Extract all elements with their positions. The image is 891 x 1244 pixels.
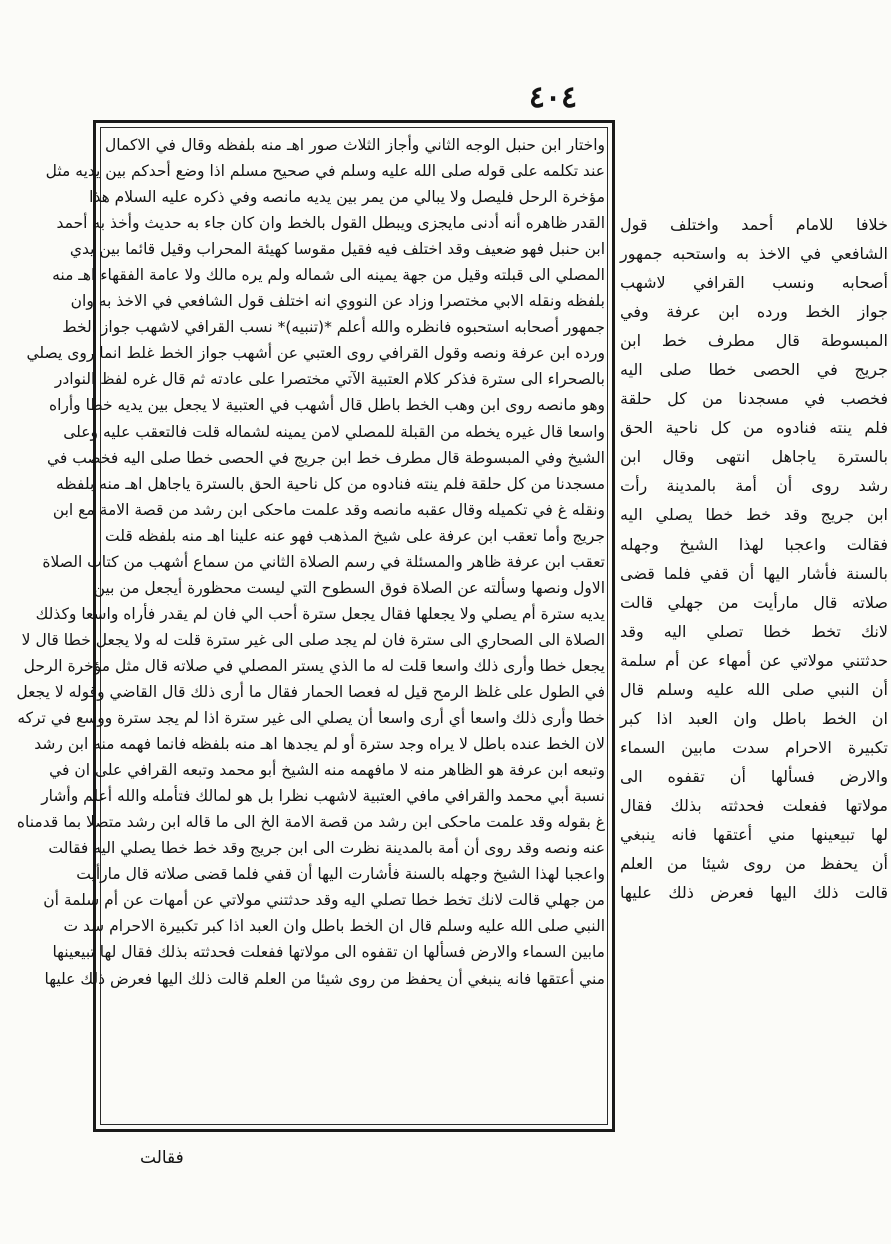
main-text-line: نسبة أبي محمد والقرافي مافي العتبية لاشهب نظرا بل هو لمالك فتأمله والله أعلم وأشار <box>41 787 605 806</box>
main-text-line: جمهور أصحابه استحبوه فانظره والله أعلم *(تنبيه)* نسب القرافي لاشهب جواز الخط <box>62 318 605 337</box>
margin-text-line: ان الخط باطل وان العبد اذا كبر <box>620 708 888 728</box>
main-text-line: مني أعتقها فانه ينبغي أن يحفظ من روى شيئا من العلم قالت ذلك اليها فعرض ذلك عليها <box>44 969 605 988</box>
main-text-line: ابن حنبل فهو ضعيف وقد اختلف فيه فقيل مقوسا كهيئة المحراب وقيل قائما بين يدي <box>69 240 605 259</box>
main-text-line: عند تكلمه على قوله صلى الله عليه وسلم في صحيح مسلم اذا وضع أحدكم بين يديه مثل <box>45 162 605 181</box>
main-text-line: يديه سترة أم يصلي ولا يجعلها فقال يجعل سترة أحب الي فان لم يقدر فأراه واسعا وكذلك <box>35 604 605 623</box>
main-text-line: ونقله غ في تكميله وقال عقبه مانصه وقد علمت ماحكى ابن رشد من قصة الامة مع ابن <box>52 500 605 519</box>
main-text-line: النبي صلى الله عليه وسلم قال ان الخط باطل وان العبد اذا كبر تكبيرة الاحرام سد ت <box>63 917 605 936</box>
main-text-line: من جهلي قالت لانك تخط خطا تصلي اليه وقد حدثتني مولاتي عن أمهات عن أم سلمة أن <box>43 891 605 910</box>
main-text-line: غ بقوله وقد علمت ماحكى ابن رشد من قصة الامة الخ الى ما قاله ابن رشد متصلا بما قدمناه <box>16 813 605 832</box>
main-text-line: واسعا قال غيره يخطه من القبلة للمصلي لامن يمينه لشماله قلت فالتعقب عليه وعلى <box>63 422 605 441</box>
margin-text-line: الشافعي في الاخذ به واستحبه جمهور <box>620 244 888 264</box>
margin-text-line: فقالت واعجبا لهذا الشيخ وجهله <box>620 534 888 554</box>
margin-text-line: بالسترة ياجاهل انتهى وقال ابن <box>620 447 888 467</box>
main-text-line: الصلاة الى الصحاري الى سترة فان لم يجد صلى الى غير سترة قلت له ولا يجعل خطا قال لا <box>21 630 605 649</box>
margin-text-line: مولاتها ففعلت فحدثته بذلك فقال <box>620 795 888 815</box>
main-text-line: عنه ونصه وقد روى أن أمة بالمدينة نظرت الى ابن جريج وقد خط خطا يصلي اليه فقالت <box>48 839 605 858</box>
margin-text-line: جواز الخط ورده ابن عرفة وفي <box>620 302 888 322</box>
margin-text-line: قالت ذلك اليها فعرض ذلك عليها <box>620 883 888 903</box>
main-text-line: تعقب ابن عرفة ظاهر والمسئلة في رسم الصلاة الثاني من سماع أشهب من كتاب الصلاة <box>42 552 605 571</box>
main-text-line: في الطول على غلظ الرمح قيل له فعصا الحمار فقال ما أرى ذلك قال القاضي وقوله لا يجعل <box>16 682 605 701</box>
margin-text-line: فلم ينته فنادوه من كل ناحية الحق <box>620 418 888 438</box>
main-text-block <box>16 132 605 1122</box>
margin-text-line: تكبيرة الاحرام سدت مابين السماء <box>620 737 888 757</box>
main-text-line: مابين السماء والارض فسألها ان تقفوه الى مولاتها ففعلت فحدثته بذلك فقال لها تبيعينها <box>52 943 605 962</box>
page-number: ٤٠٤ <box>528 80 578 115</box>
main-text-line: جريج وأما تعقب ابن عرفة على شيخ المذهب فهو عنه علينا اهـ منه بلفظه قلت <box>105 526 605 545</box>
margin-text-line: أصحابه ونسب القرافي لاشهب <box>620 273 888 293</box>
margin-text-line: أن يحفظ من روى شيئا من العلم <box>620 854 888 874</box>
main-text-line: بلفظه ونقله الابي مختصرا وزاد عن النووي انه اختلف قول الشافعي في الاخذ به وان <box>70 292 605 311</box>
main-text-line: القدر ظاهره أنه أدنى مايجزى ويبطل القول بالخط وان كان جاء به حديث وأخذ به أحمد <box>56 214 605 233</box>
margin-text-line: فخصب في مسجدنا من كل حلقة <box>620 389 888 409</box>
main-text-line: الاول ونصها وسألته عن الصلاة فوق السطوح التي ليست محظورة أيجعل من بين <box>93 578 605 597</box>
main-text-line: بالصحراء الى سترة فذكر كلام العتبية الآتي مختصرا على عادته ثم قال غره لفظ النوادر <box>54 370 605 389</box>
main-text-line: وتبعه ابن عرفة هو الظاهر منه لا مافهمه منه الشيخ أبو محمد وتبعه القرافي على ان في <box>49 761 605 780</box>
margin-text-line: رشد روى أن أمة بالمدينة رأت <box>620 476 888 496</box>
main-text-line: واعجبا لهذا الشيخ وجهله بالسنة فأشارت اليها أن قفي فلما قضى صلاته قال مارأيت <box>76 865 605 884</box>
main-text-line: ورده ابن عرفة ونصه وقول القرافي روى العتبي عن أشهب جواز الخط غلط انما روى يصلي <box>26 344 605 363</box>
margin-text-line: أن النبي صلى الله عليه وسلم قال <box>620 679 888 699</box>
main-text-line: وهو مانصه روى ابن وهب الخط باطل قال أشهب في العتبية لا يجعل بين يديه خطا وأراه <box>48 396 605 415</box>
margin-text-line: جريج في الحصى خطا صلى اليه <box>620 360 888 380</box>
margin-text-line: والارض فسألها أن تقفوه الى <box>620 766 888 786</box>
margin-text-line: صلاته قال مارأيت من جهلي قالت <box>620 592 888 612</box>
margin-text-line: خلافا للامام أحمد واختلف قول <box>620 215 888 234</box>
margin-text-line: بالسنة فأشار اليها أن قفي فلما قضى <box>620 563 888 583</box>
main-text-line: خطا وأرى ذلك واسعا أي أرى واسعا أن يصلي الى غير سترة اذا لم يجد سترة ووسع في تركه <box>17 709 605 728</box>
margin-text-line: لها تبيعينها مني أعتقها فانه ينبغي <box>620 824 888 844</box>
main-text-line: مؤخرة الرحل فليصل ولا يبالي من يمر بين يديه مانصه وفي ذكره عليه السلام هذا <box>89 188 605 207</box>
catchword: فقالت <box>140 1148 184 1168</box>
main-text-line: مسجدنا من كل حلقة فلم ينته فنادوه من كل ناحية الحق بالسترة ياجاهل اهـ منه بلفظه <box>55 474 605 493</box>
main-text-line: لان الخط عنده باطل لا يراه وجد سترة أو لم يجدها اهـ منه بلفظه فانما فهمه منه ابن رشد <box>34 735 605 754</box>
main-text-line: واختار ابن حنبل الوجه الثاني وأجاز الثلاث صور اهـ منه بلفظه وقال في الاكمال <box>105 136 605 154</box>
margin-text-line: ابن جريج وقد خط خطا يصلي اليه <box>620 505 888 525</box>
margin-commentary <box>620 210 888 907</box>
margin-text-line: لانك تخط خطا تصلي اليه وقد <box>620 621 888 641</box>
main-text-line: الشيخ وفي المبسوطة قال مطرف خط ابن جريج في الحصى خطا صلى اليه فخصب في <box>46 448 605 467</box>
main-text-line: يجعل خطا وأرى ذلك واسعا قلت له ما الذي يستر المصلي في صلاته قال مثل مؤخرة الرحل <box>23 656 605 675</box>
margin-text-line: المبسوطة قال مطرف خط ابن <box>620 331 888 351</box>
main-text-line: المصلي الى قبلته وقيل من جهة يمينه الى شماله ولم يره مالك ولا عامة الفقهاء اهـ منه <box>52 266 605 285</box>
margin-text-line: حدثتني مولاتي عن أمهاء عن أم سلمة <box>620 650 888 670</box>
